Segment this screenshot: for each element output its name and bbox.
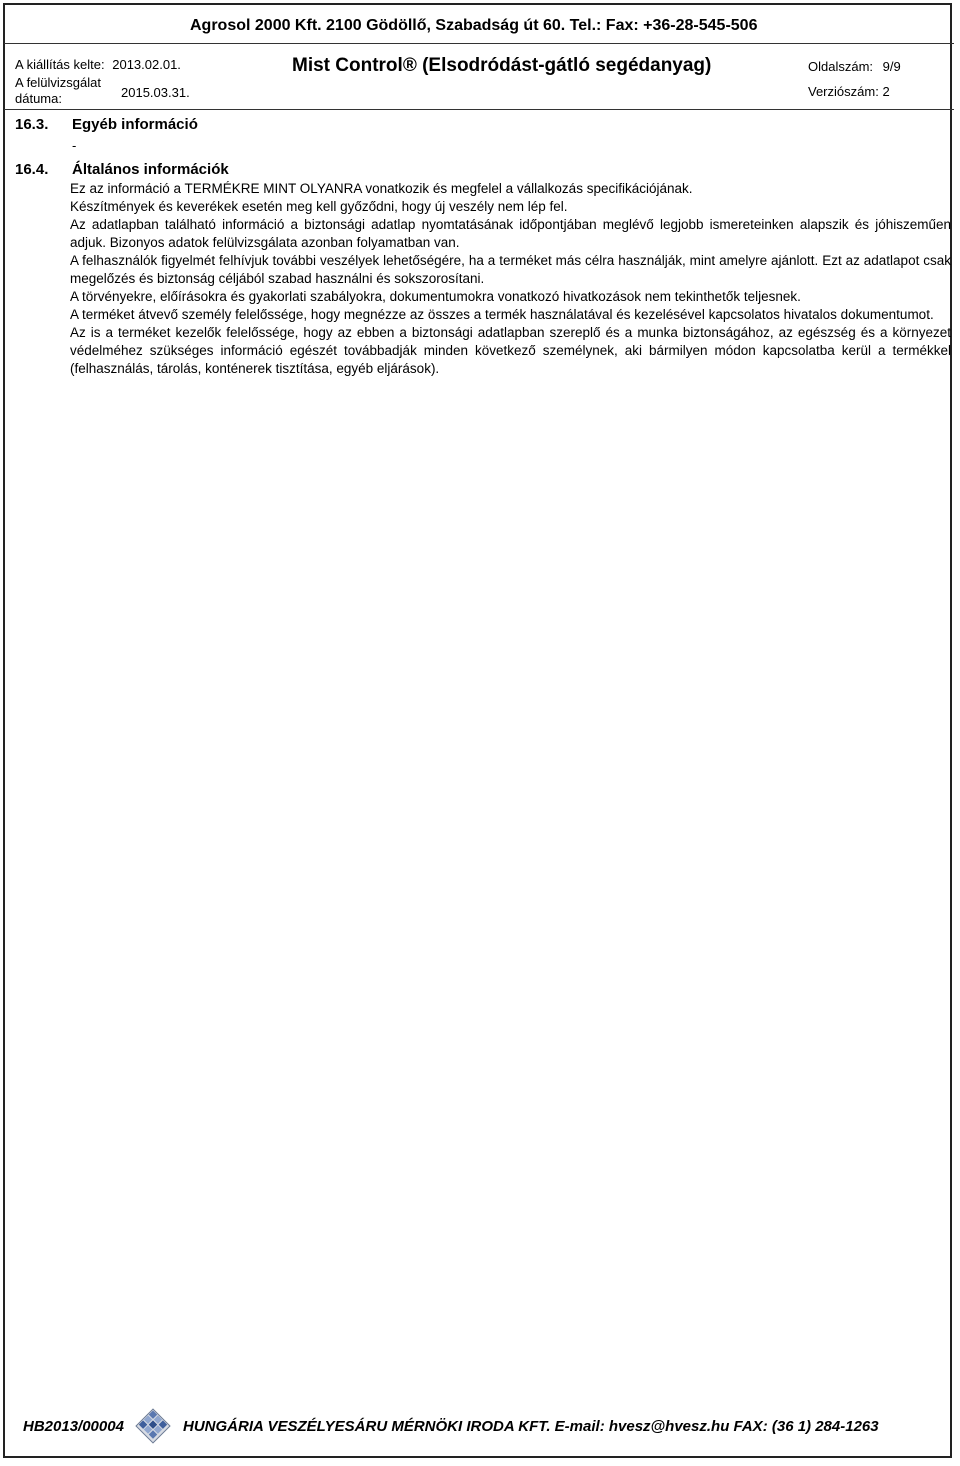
section-number: 16.4.: [15, 161, 49, 178]
paragraph: A terméket átvevő személy felelőssége, hogy megnézze az összes a termék használatával és kezelésével kapcsolatos hivatalos dokumentumot.: [70, 307, 934, 322]
version-number: [808, 84, 890, 99]
review-label-line1: A felülvizsgálat: [15, 75, 101, 90]
header-divider: [4, 43, 954, 44]
section-16-3-heading: [15, 116, 198, 133]
review-label-line2: dátuma:: [15, 91, 62, 106]
page-label: Oldalszám:: [808, 59, 874, 74]
issue-date-value: 2013.02.01.: [112, 57, 181, 72]
section-16-3-content: -: [72, 138, 77, 153]
product-title: Mist Control® (Elsodródást-gátló segédanyag): [292, 55, 712, 76]
header-divider-bottom: [4, 109, 954, 110]
section-title: Általános információk: [72, 161, 229, 178]
section-title: Egyéb információ: [72, 116, 198, 133]
footer-company-contact: HUNGÁRIA VESZÉLYESÁRU MÉRNÖKI IRODA KFT. E-mail: hvesz@hvesz.hu FAX: (36 1) 284-1263: [183, 1418, 879, 1435]
issue-date-label: A kiállítás kelte:: [15, 57, 105, 72]
paragraph: Készítmények és keverékek esetén meg kell győződni, hogy új veszély nem lép fel.: [70, 199, 568, 214]
paragraph: A törvényekre, előírásokra és gyakorlati szabályokra, dokumentumokra vonatkozó hivatkozások nem tekinthetők teljesnek.: [70, 289, 801, 304]
paragraph: Az adatlapban található információ a biztonsági adatlap nyomtatásának időpontjában meglévő legjobb ismereteinken alapszik és jóhiszeműen adjuk. Bizonyos adatok felülvizsgálata azonban folyamatban van.: [70, 217, 951, 250]
review-date-label: [15, 75, 101, 107]
diamond-grid-logo-icon: [133, 1406, 173, 1446]
general-info-body: [70, 180, 951, 378]
issue-date-row: [15, 57, 181, 72]
paragraph: Ez az információ a TERMÉKRE MINT OLYANRA vonatkozik és megfelel a vállalkozás specifikációjának.: [70, 181, 693, 196]
document-code: HB2013/00004: [23, 1418, 124, 1435]
section-number: 16.3.: [15, 116, 49, 133]
paragraph: Az is a terméket kezelők felelőssége, hogy az ebben a biztonsági adatlapban szereplő és a munka biztonságához, az egészség és a környezet védelméhez szükséges információ egészét továbbadják minden következő személynek, aki bármilyen módon kapcsolatba kerül a termékkel (felhasználás, tárolás, konténerek tisztítása, egyéb eljárások).: [70, 325, 951, 376]
footer: [23, 1406, 943, 1450]
company-header: Agrosol 2000 Kft. 2100 Gödöllő, Szabadság út 60. Tel.: Fax: +36-28-545-506: [190, 17, 758, 34]
page-number: [808, 59, 901, 74]
page-value: 9/9: [882, 59, 901, 74]
section-16-4-heading: [15, 161, 229, 178]
version-label: Verziószám:: [808, 84, 879, 99]
paragraph: A felhasználók figyelmét felhívjuk további veszélyek lehetőségére, ha a terméket más célra használják, mint amelyre ajánlott. Ezt az adatlapot csak megelőzés és biztonság céljából szabad használni és sokszorosítani.: [70, 253, 951, 286]
version-value: 2: [882, 84, 890, 99]
review-date-value: 2015.03.31.: [121, 85, 190, 100]
